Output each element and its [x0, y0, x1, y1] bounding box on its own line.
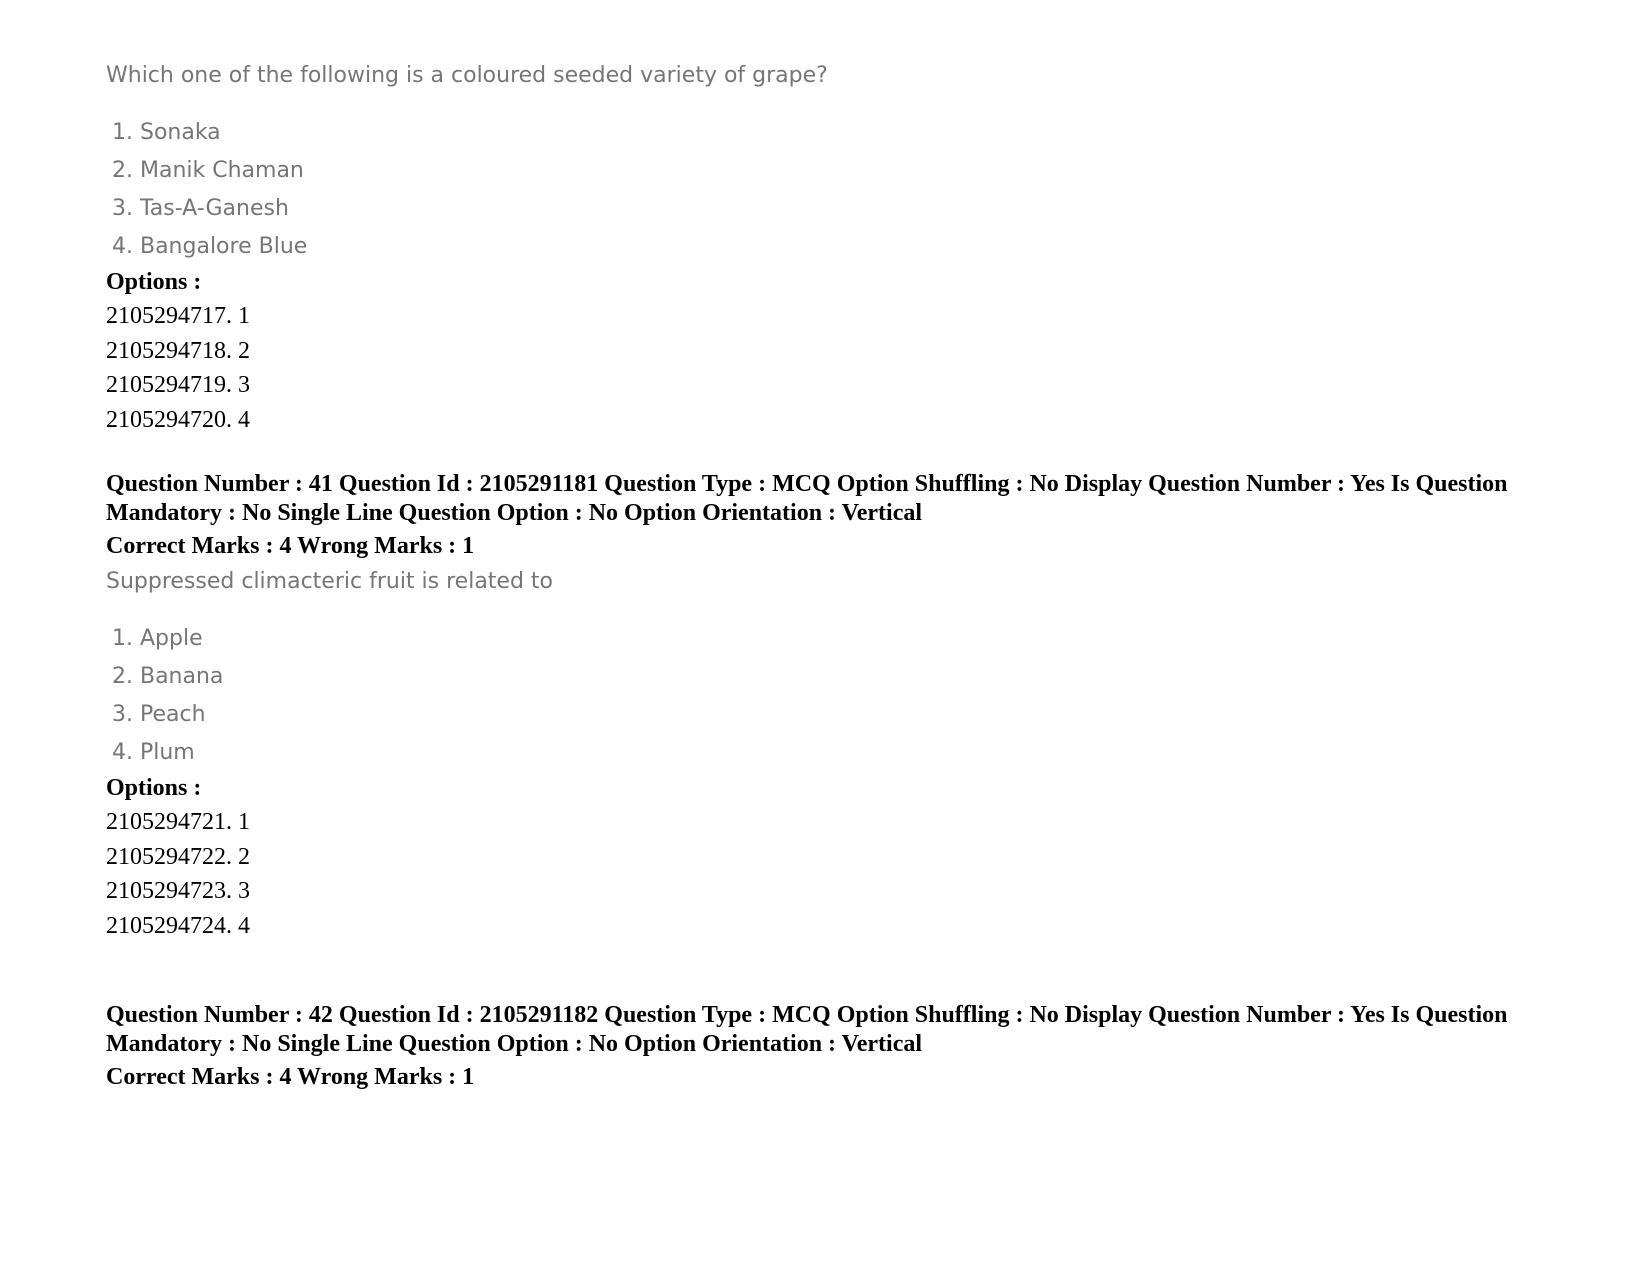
- question-40-choice-4: 4. Bangalore Blue: [112, 234, 308, 259]
- question-40-choice-2: 2. Manik Chaman: [112, 158, 304, 183]
- question-40-option-2: 2105294718. 2: [106, 337, 250, 364]
- question-41-choice-1: 1. Apple: [112, 626, 203, 651]
- question-40-choice-1: 1. Sonaka: [112, 120, 221, 145]
- question-41-choice-3: 3. Peach: [112, 702, 206, 727]
- question-41-option-2: 2105294722. 2: [106, 843, 250, 870]
- question-41-options-label: Options :: [106, 775, 202, 801]
- question-40-option-4: 2105294720. 4: [106, 406, 250, 433]
- question-40-text: Which one of the following is a coloured seeded variety of grape?: [106, 63, 828, 88]
- question-40-option-ids: [106, 299, 1546, 437]
- question-41-option-4: 2105294724. 4: [106, 912, 250, 939]
- question-41-marks: Correct Marks : 4 Wrong Marks : 1: [106, 533, 475, 559]
- question-41-choice-4: 4. Plum: [112, 740, 195, 765]
- question-42-meta: Question Number : 42 Question Id : 2105291182 Question Type : MCQ Option Shuffling : No Display Question Number : Yes Is Question Mandatory : No Single Line Question Option : No Option Orientation : Vertical: [106, 1002, 1508, 1057]
- question-41-choices: [106, 620, 1546, 772]
- question-40-choices: [106, 114, 1546, 266]
- question-41-block: [106, 470, 1546, 943]
- question-41-option-3: 2105294723. 3: [106, 878, 250, 904]
- question-41-option-ids: [106, 805, 1546, 943]
- question-41-choice-2: 2. Banana: [112, 664, 224, 689]
- question-40-body: [106, 61, 1546, 437]
- question-40-choice-3: 3. Tas-A-Ganesh: [112, 196, 289, 221]
- question-40-options-label: Options :: [106, 269, 202, 295]
- question-41-meta: Question Number : 41 Question Id : 2105291181 Question Type : MCQ Option Shuffling : No Display Question Number : Yes Is Question Mandatory : No Single Line Question Option : No Option Orientation : Vertical: [106, 471, 1508, 526]
- question-42-marks: Correct Marks : 4 Wrong Marks : 1: [106, 1064, 475, 1090]
- question-42-block: [106, 1001, 1546, 1092]
- question-41-text: Suppressed climacteric fruit is related to: [106, 569, 554, 594]
- question-40-option-3: 2105294719. 3: [106, 372, 250, 398]
- question-40-option-1: 2105294717. 1: [106, 303, 250, 329]
- question-41-option-1: 2105294721. 1: [106, 809, 250, 835]
